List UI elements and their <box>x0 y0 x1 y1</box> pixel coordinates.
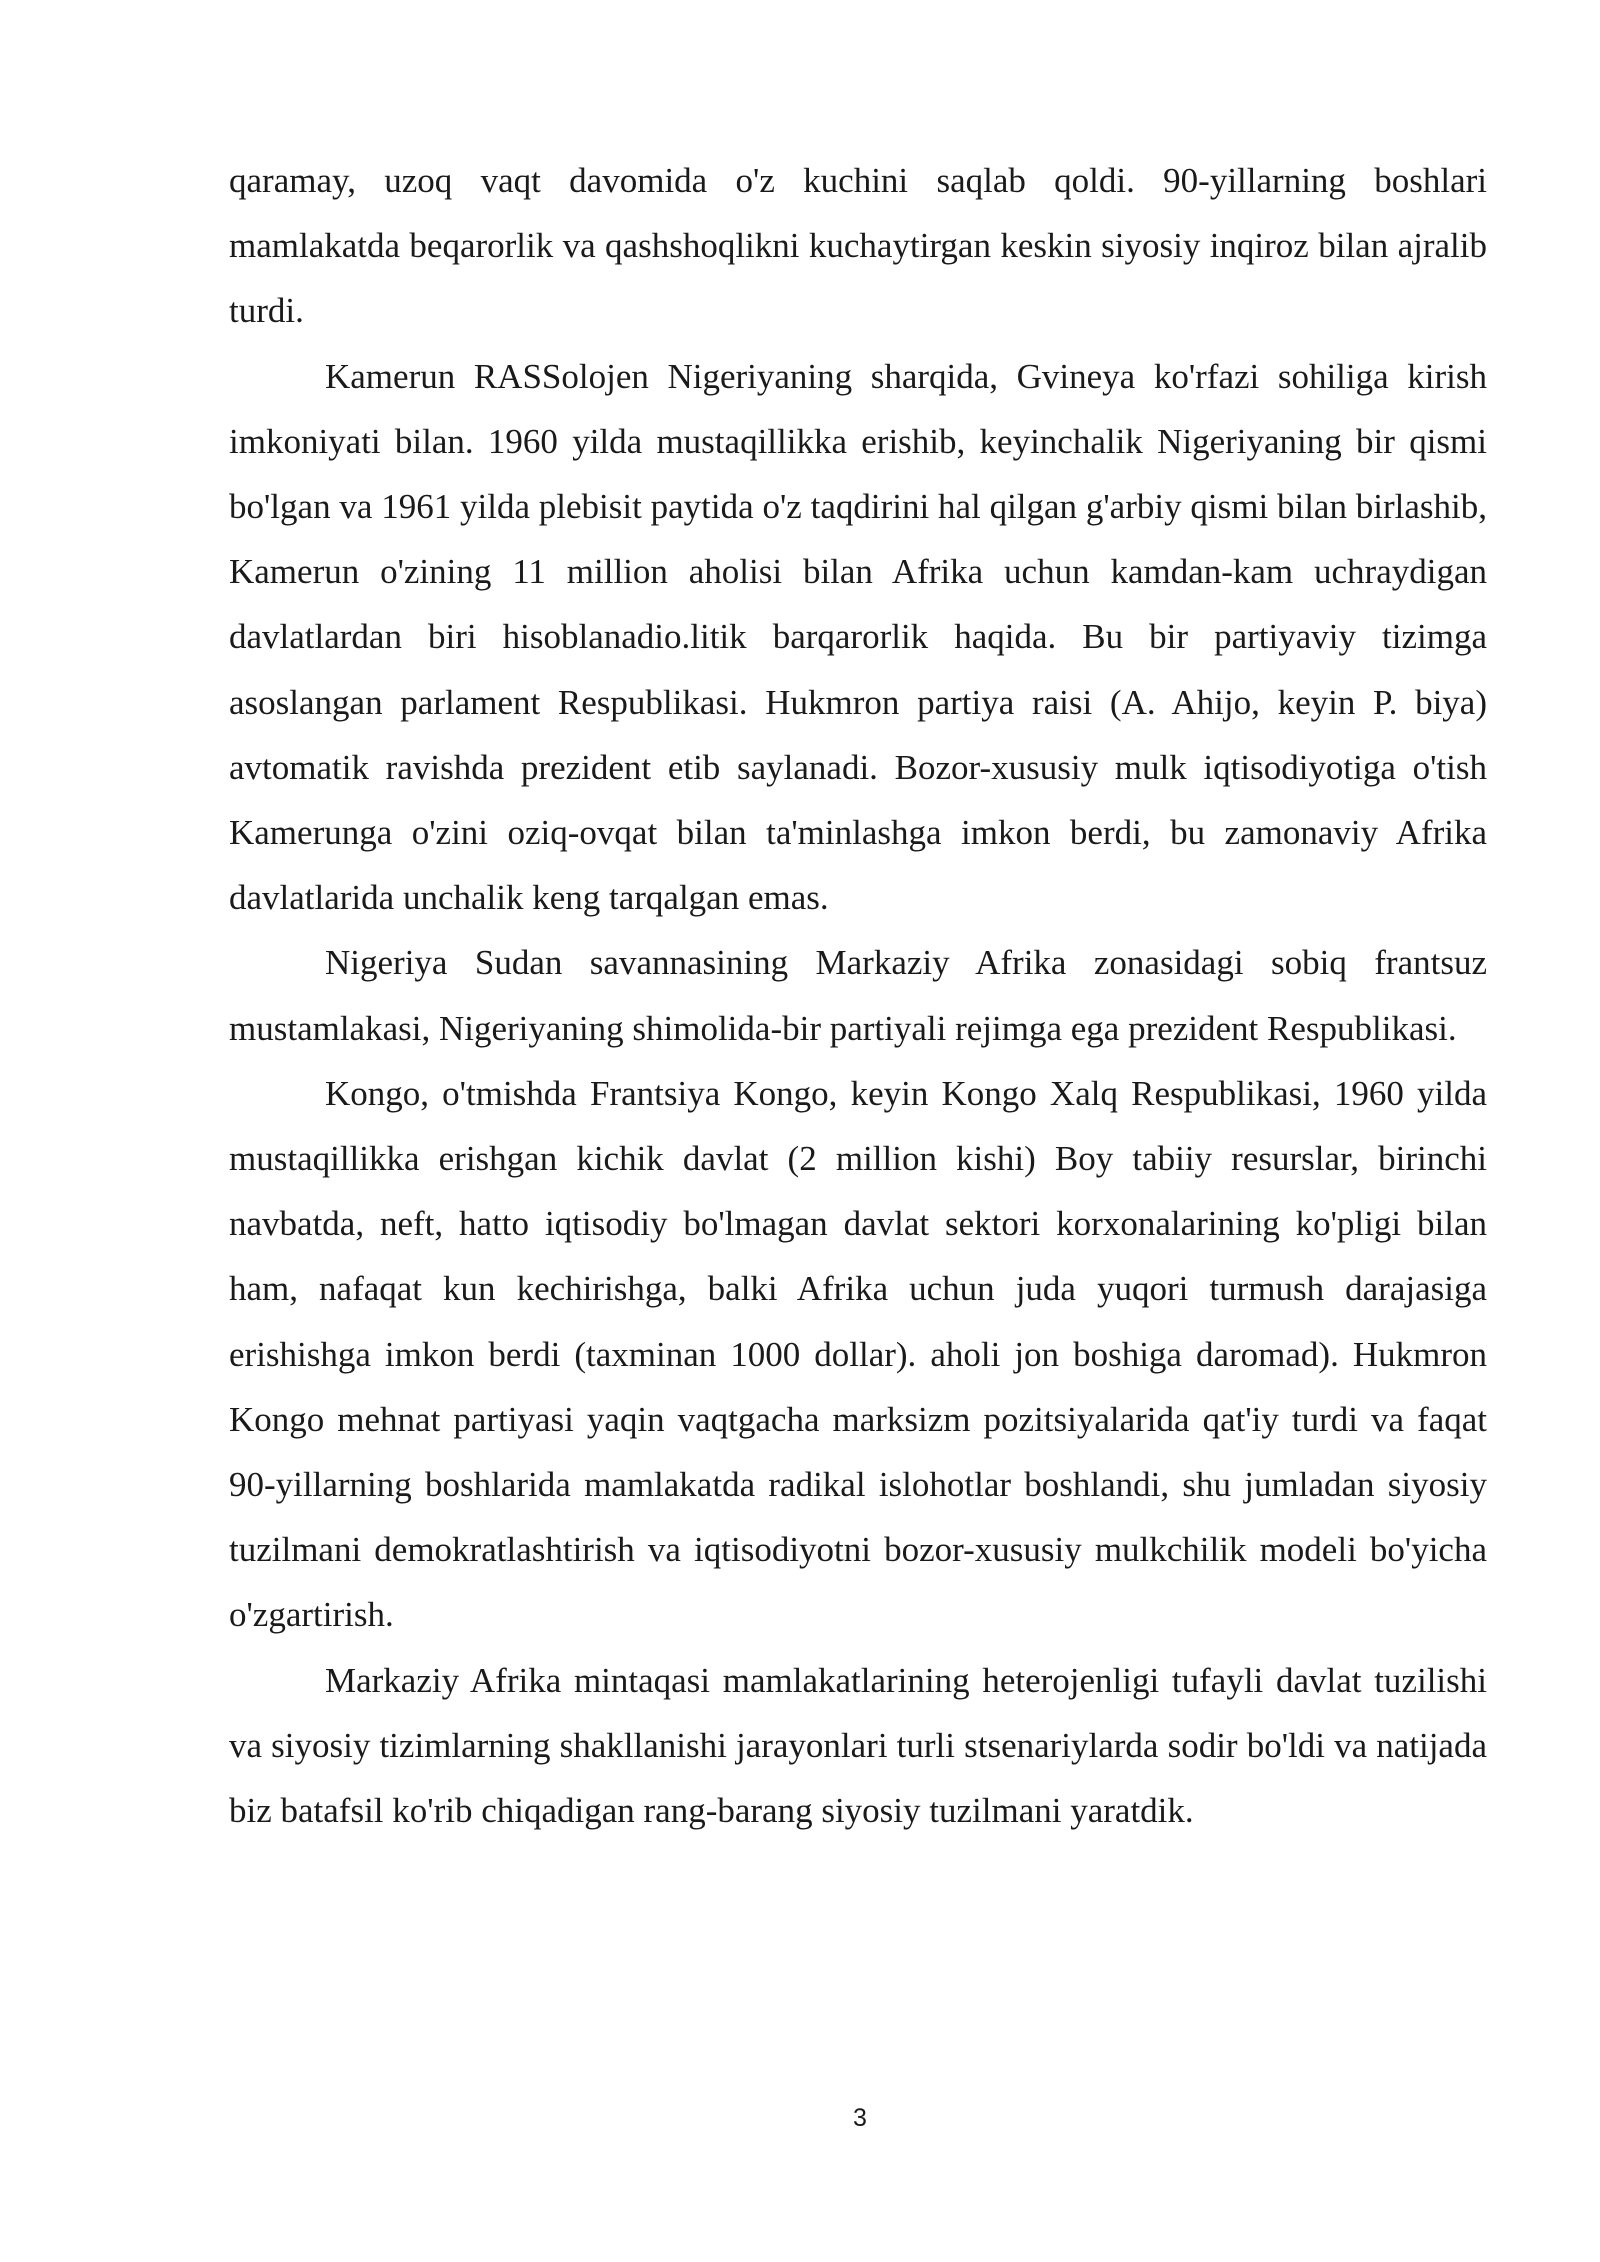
body-text <box>229 148 1487 1843</box>
paragraph-5: Markaziy Afrika mintaqasi mamlakatlarining heterojenligi tufayli davlat tuzilishi va siyosiy tizimlarning shakllanishi jarayonlari turli stsenariylarda sodir bo'ldi va natijada biz batafsil ko'rib chiqadigan rang-barang siyosiy tuzilmani yaratdik. <box>229 1660 1487 1831</box>
paragraph-1: qaramay, uzoq vaqt davomida o'z kuchini saqlab qoldi. 90-yillarning boshlari mamlakatda beqarorlik va qashshoqlikni kuchaytirgan keskin siyosiy inqiroz bilan ajralib turdi. <box>229 161 1487 331</box>
page-number: 3 <box>853 2104 867 2132</box>
paragraph-4: Kongo, o'tmishda Frantsiya Kongo, keyin Kongo Xalq Respublikasi, 1960 yilda mustaqillikka erishgan kichik davlat (2 million kishi) Boy tabiiy resurslar, birinchi navbatda, neft, hatto iqtisodiy bo'lmagan davlat sektori korxonalarining ko'pligi bilan ham, nafaqat kun kechirishga, balki Afrika uchun juda yuqori turmush darajasiga erishishga imkon berdi (taxminan 1000 dollar). aholi jon boshiga daromad). Hukmron Kongo mehnat partiyasi yaqin vaqtgacha marksizm pozitsiyalarida qat'iy turdi va faqat 90-yillarning boshlarida mamlakatda radikal islohotlar boshlandi, shu jumladan siyosiy tuzilmani demokratlashtirish va iqtisodiyotni bozor-xususiy mulkchilik modeli bo'yicha o'zgartirish. <box>229 1073 1487 1635</box>
paragraph-2: Kamerun RASSolojen Nigeriyaning sharqida, Gvineya ko'rfazi sohiliga kirish imkoniyati bilan. 1960 yilda mustaqillikka erishib, keyinchalik Nigeriyaning bir qismi bo'lgan va 1961 yilda plebisit paytida o'z taqdirini hal qilgan g'arbiy qismi bilan birlashib, Kamerun o'zining 11 million aholisi bilan Afrika uchun kamdan-kam uchraydigan davlatlardan biri hisoblanadio.litik barqarorlik haqida. Bu bir partiyaviy tizimga asoslangan parlament Respublikasi. Hukmron partiya raisi (A. Ahijo, keyin P. biya) avtomatik ravishda prezident etib saylanadi. Bozor-xususiy mulk iqtisodiyotiga o'tish Kamerunga o'zini oziq-ovqat bilan ta'minlashga imkon berdi, bu zamonaviy Afrika davlatlarida unchalik keng tarqalgan emas. <box>229 356 1487 918</box>
paragraph-3: Nigeriya Sudan savannasining Markaziy Afrika zonasidagi sobiq frantsuz mustamlakasi, Nigeriyaning shimolida-bir partiyali rejimga ega prezident Respublikasi. <box>229 943 1487 1048</box>
